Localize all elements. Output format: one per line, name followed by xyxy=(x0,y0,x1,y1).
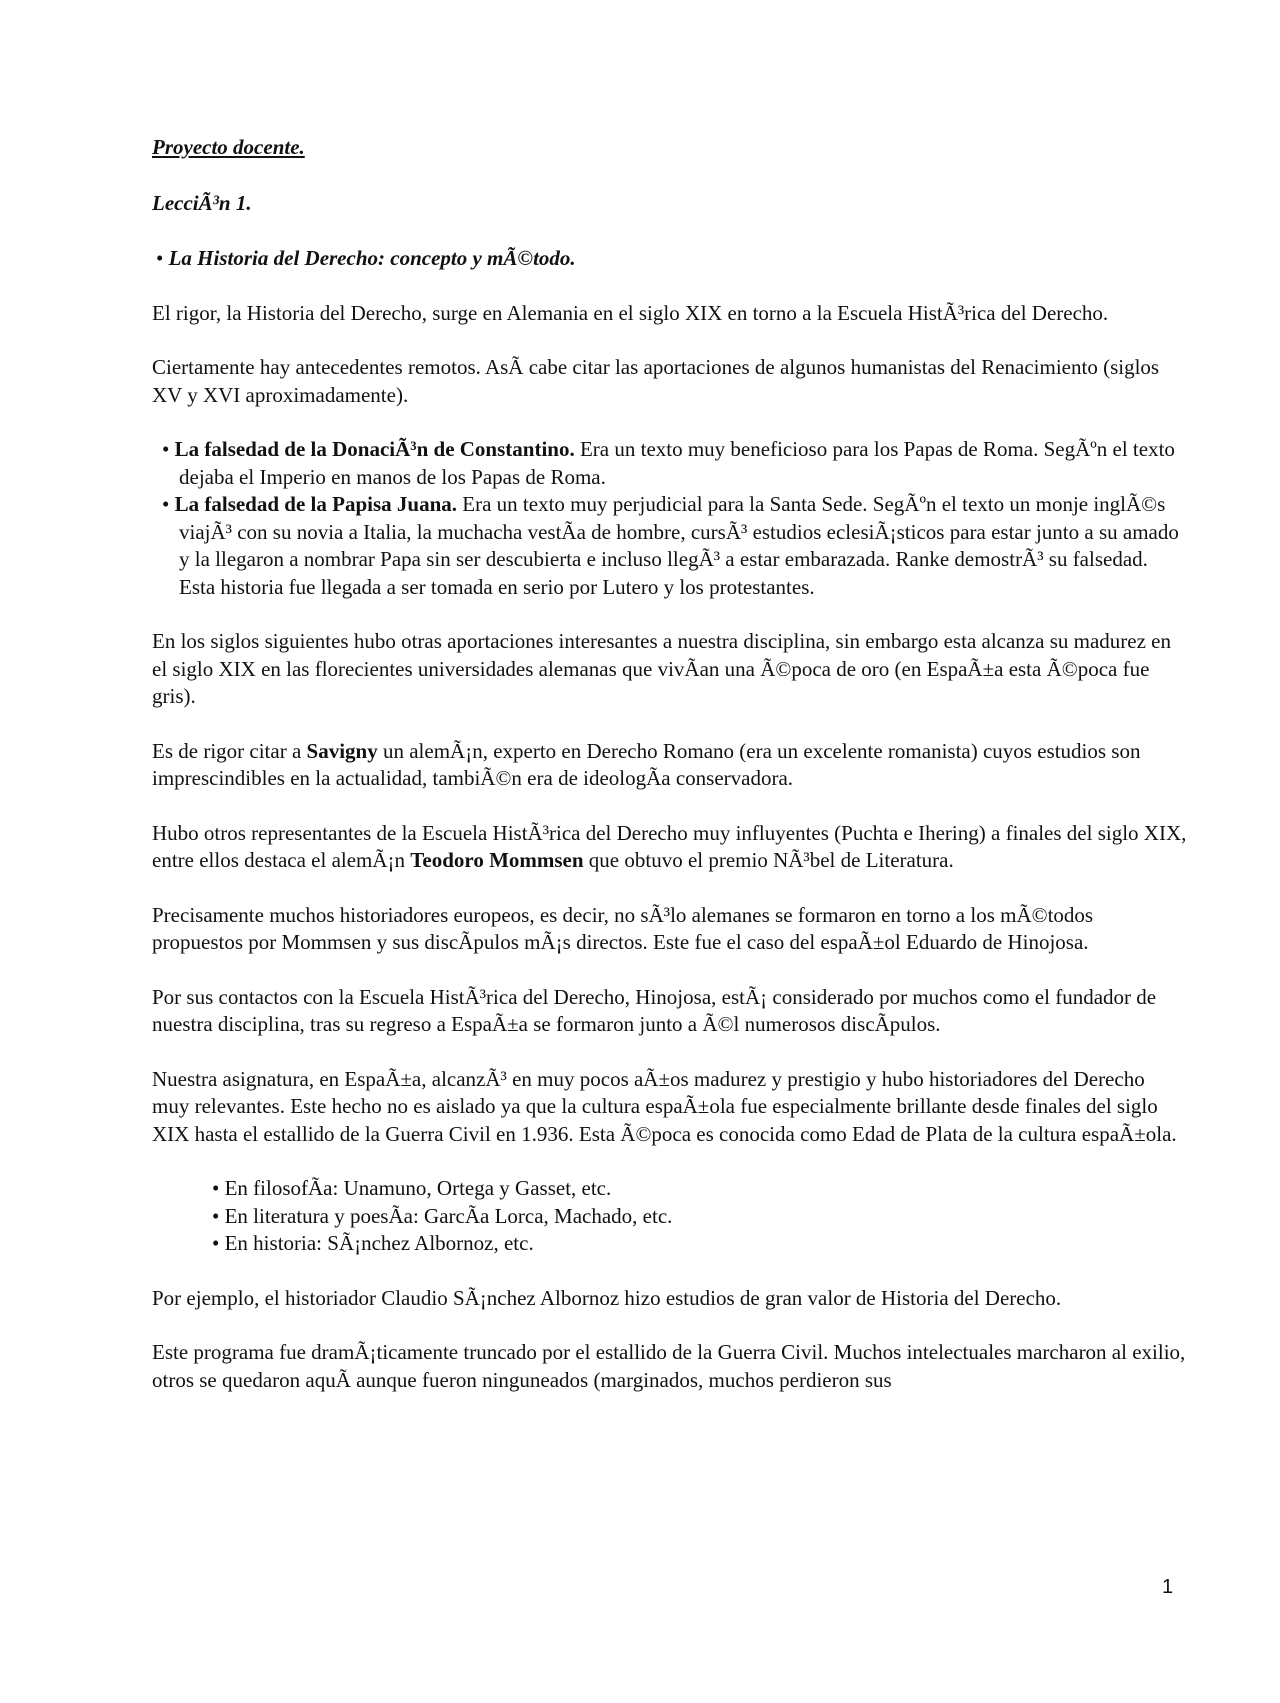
document-body xyxy=(152,134,1187,1394)
paragraph-intro: El rigor, la Historia del Derecho, surge en Alemania en el siglo XIX en torno a la Escuela HistÃ³rica del Derecho. xyxy=(152,300,1109,325)
paragraph-mommsen xyxy=(152,820,1187,875)
bullet-icon: • xyxy=(212,1176,220,1200)
bullet-icon: • xyxy=(156,246,164,270)
list-item-text: En literatura y poesÃa: GarcÃa Lorca, Machado, etc. xyxy=(224,1203,673,1228)
bullet-icon: • xyxy=(162,492,170,516)
bullet-icon: • xyxy=(162,437,170,461)
paragraph-albornoz: Por ejemplo, el historiador Claudio SÃ¡nchez Albornoz hizo estudios de gran valor de Historia del Derecho. xyxy=(152,1285,1062,1310)
list-item xyxy=(212,1230,1187,1258)
text-run: un alemÃ¡n, experto en Derecho Romano (era un excelente romanista) cuyos estudios son imprescindibles en la actualidad, tambiÃ©n era de ideologÃa conservadora. xyxy=(152,738,1141,790)
name-mommsen: Teodoro Mommsen xyxy=(410,848,584,872)
list-item xyxy=(212,1203,1187,1231)
paragraph-silver-age: Nuestra asignatura, en EspaÃ±a, alcanzÃ³ en muy pocos aÃ±os madurez y prestigio y hubo historiadores del Derecho muy relevantes. Este hecho no es aislado ya que la cultura espaÃ±ola fue especialmente brillante desde finales del siglo XIX hasta el estallido de la Guerra Civil en 1.936. Esta Ã©poca es conocida como Edad de Plata de la cultura espaÃ±ola. xyxy=(152,1066,1177,1146)
document-title: Proyecto docente. xyxy=(152,135,305,159)
topic-heading xyxy=(156,245,1187,273)
paragraph-antecedents: Ciertamente hay antecedentes remotos. AsÃ cabe citar las aportaciones de algunos humanistas del Renacimiento (siglos XV y XVI aproximadamente). xyxy=(152,355,1160,407)
paragraph-maturity: En los siglos siguientes hubo otras aportaciones interesantes a nuestra disciplina, sin embargo esta alcanza su madurez en el siglo XIX en las florecientes universidades alemanas que vivÃan una Ã©poca de oro (en EspaÃ±a esta Ã©poca fue gris). xyxy=(152,629,1171,708)
name-savigny: Savigny xyxy=(306,738,378,763)
list-item-text: En filosofÃa: Unamuno, Ortega y Gasset, etc. xyxy=(224,1176,612,1200)
paragraph-savigny xyxy=(152,738,1187,793)
list-item-text: Era un texto muy beneficioso para los Papas de Roma. SegÃºn el texto dejaba el Imperio en manos de los Papas de Roma. xyxy=(179,437,1175,489)
paragraph-hinojosa: Por sus contactos con la Escuela HistÃ³rica del Derecho, Hinojosa, estÃ¡ considerado por muchos como el fundador de nuestra disciplina, tras su regreso a EspaÃ±a se formaron junto a Ã©l numerosos discÃpulos. xyxy=(152,984,1157,1036)
paragraph-historians: Precisamente muchos historiadores europeos, es decir, no sÃ³lo alemanes se formaron en torno a los mÃ©todos propuestos por Mommsen y sus discÃpulos mÃ¡s directos. Este fue el caso del espaÃ±ol Eduardo de Hinojosa. xyxy=(152,902,1094,954)
forgeries-list xyxy=(152,436,1187,601)
list-item-text: En historia: SÃ¡nchez Albornoz, etc. xyxy=(224,1231,534,1255)
list-item-text: Era un texto muy perjudicial para la Santa Sede. SegÃºn el texto un monje inglÃ©s viajÃ³ con su novia a Italia, la muchacha vestÃa de hombre, cursÃ³ estudios eclesiÃ¡sticos para estar junto a su amado y la llegaron a nombrar Papa sin ser descubierta e incluso llegÃ³ a estar embarazada. Ranke demostrÃ³ su falsedad. Esta historia fue llegada a ser tomada en serio por Lutero y los protestantes. xyxy=(179,492,1179,599)
text-run: Es de rigor citar a xyxy=(152,738,307,763)
list-item-title: La falsedad de la Papisa Juana. xyxy=(174,492,458,516)
list-item-title: La falsedad de la DonaciÃ³n de Constantino. xyxy=(174,437,575,461)
lesson-heading: LecciÃ³n 1. xyxy=(152,190,252,215)
list-item xyxy=(156,491,1187,601)
page-number: 1 xyxy=(1162,1576,1174,1598)
paragraph-civil-war: Este programa fue dramÃ¡ticamente truncado por el estallido de la Guerra Civil. Muchos intelectuales marcharon al exilio, otros se quedaron aquÃ aunque fueron ninguneados (marginados, muchos perdieron sus xyxy=(152,1340,1186,1392)
text-run: Hubo otros representantes de la Escuela HistÃ³rica del Derecho muy influyentes (Puchta e Ihering) a finales del siglo XIX, entre ellos destaca el alemÃ¡n xyxy=(152,820,1187,872)
silver-age-list xyxy=(152,1175,1187,1258)
bullet-icon: • xyxy=(212,1203,220,1228)
text-run: que obtuvo el premio NÃ³bel de Literatura. xyxy=(583,848,954,872)
list-item xyxy=(156,436,1187,491)
list-item xyxy=(212,1175,1187,1203)
topic-text: La Historia del Derecho: concepto y mÃ©todo. xyxy=(168,246,576,270)
bullet-icon: • xyxy=(212,1231,220,1255)
